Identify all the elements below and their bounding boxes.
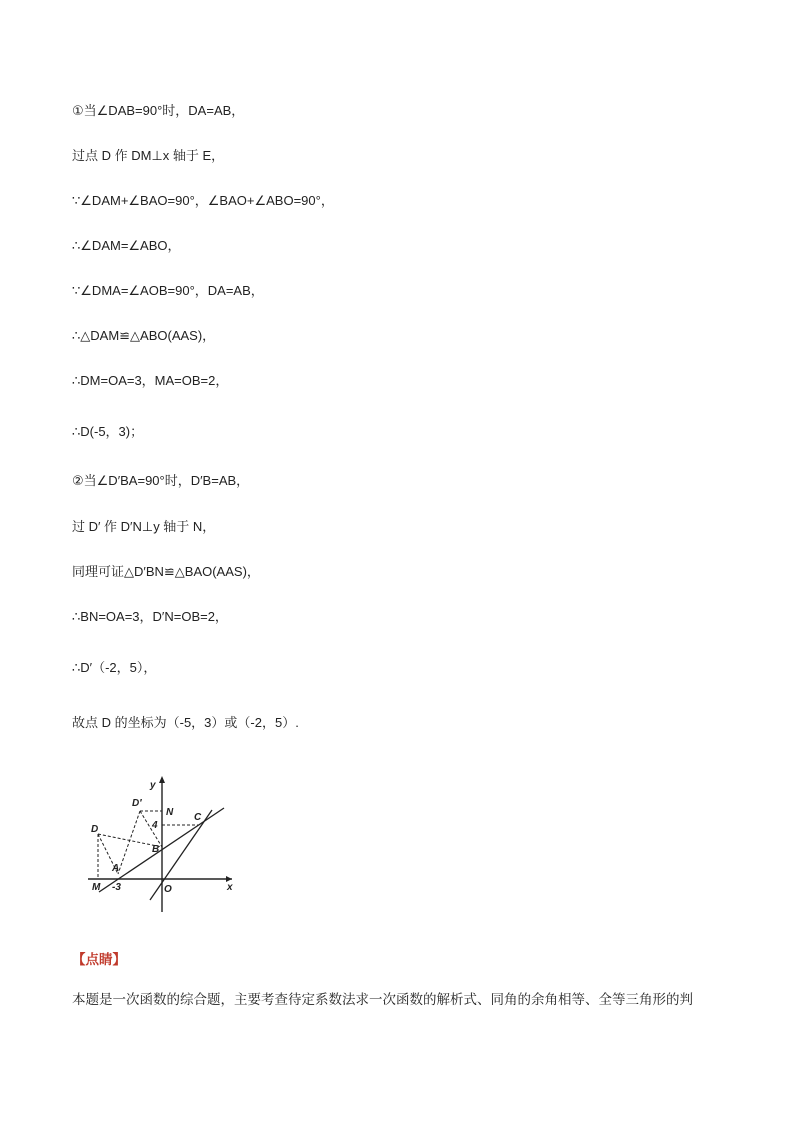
label-x: x <box>227 882 233 893</box>
geometry-figure <box>84 770 254 920</box>
text-line-10: 过 D′ 作 D′N⊥y 轴于 N， <box>72 519 216 534</box>
y-axis-arrow <box>159 776 165 783</box>
text-line-12: ∴BN=OA=3，D′N=OB=2， <box>72 609 228 624</box>
text-line-7: ∴DM=OA=3，MA=OB=2， <box>72 373 229 388</box>
text-line-11: 同理可证△D′BN≌△BAO(AAS)， <box>72 564 260 579</box>
text-line-2: 过点 D 作 DM⊥x 轴于 E， <box>72 148 225 163</box>
label-minus3: -3 <box>112 882 121 893</box>
text-line-3: ∵∠DAM+∠BAO=90°，∠BAO+∠ABO=90°， <box>72 193 334 208</box>
text-line-1: ①当∠DAB=90°时，DA=AB， <box>72 103 245 118</box>
label-y: y <box>150 780 156 791</box>
label-D: D <box>91 824 99 835</box>
label-M: M <box>92 882 101 893</box>
text-line-13: ∴D′（-2，5）， <box>72 660 157 675</box>
text-line-4: ∴∠DAM=∠ABO， <box>72 238 181 253</box>
text-line-14: 故点 D 的坐标为（-5，3）或（-2，5）. <box>72 715 299 730</box>
label-D-prime: D′ <box>132 798 142 809</box>
label-N: N <box>166 807 174 818</box>
section-title-dianjing: 【点睛】 <box>72 952 126 968</box>
text-line-9: ②当∠D′BA=90°时，D′B=AB， <box>72 473 250 488</box>
label-B: B <box>152 844 160 855</box>
dash-D'A <box>118 811 140 874</box>
text-line-6: ∴△DAM≌△ABO(AAS)， <box>72 328 216 343</box>
label-A: A <box>112 863 120 874</box>
dash-D'B <box>140 811 162 847</box>
summary-text: 本题是一次函数的综合题，主要考查待定系数法求一次函数的解析式、同角的余角相等、全等三角形的判 <box>72 992 693 1008</box>
label-C: C <box>194 812 202 823</box>
text-line-8: ∴D(-5，3)； <box>72 424 144 439</box>
label-4: 4 <box>152 820 158 831</box>
label-O: O <box>164 884 172 895</box>
text-line-5: ∵∠DMA=∠AOB=90°，DA=AB， <box>72 283 264 298</box>
line-BC <box>150 810 212 900</box>
